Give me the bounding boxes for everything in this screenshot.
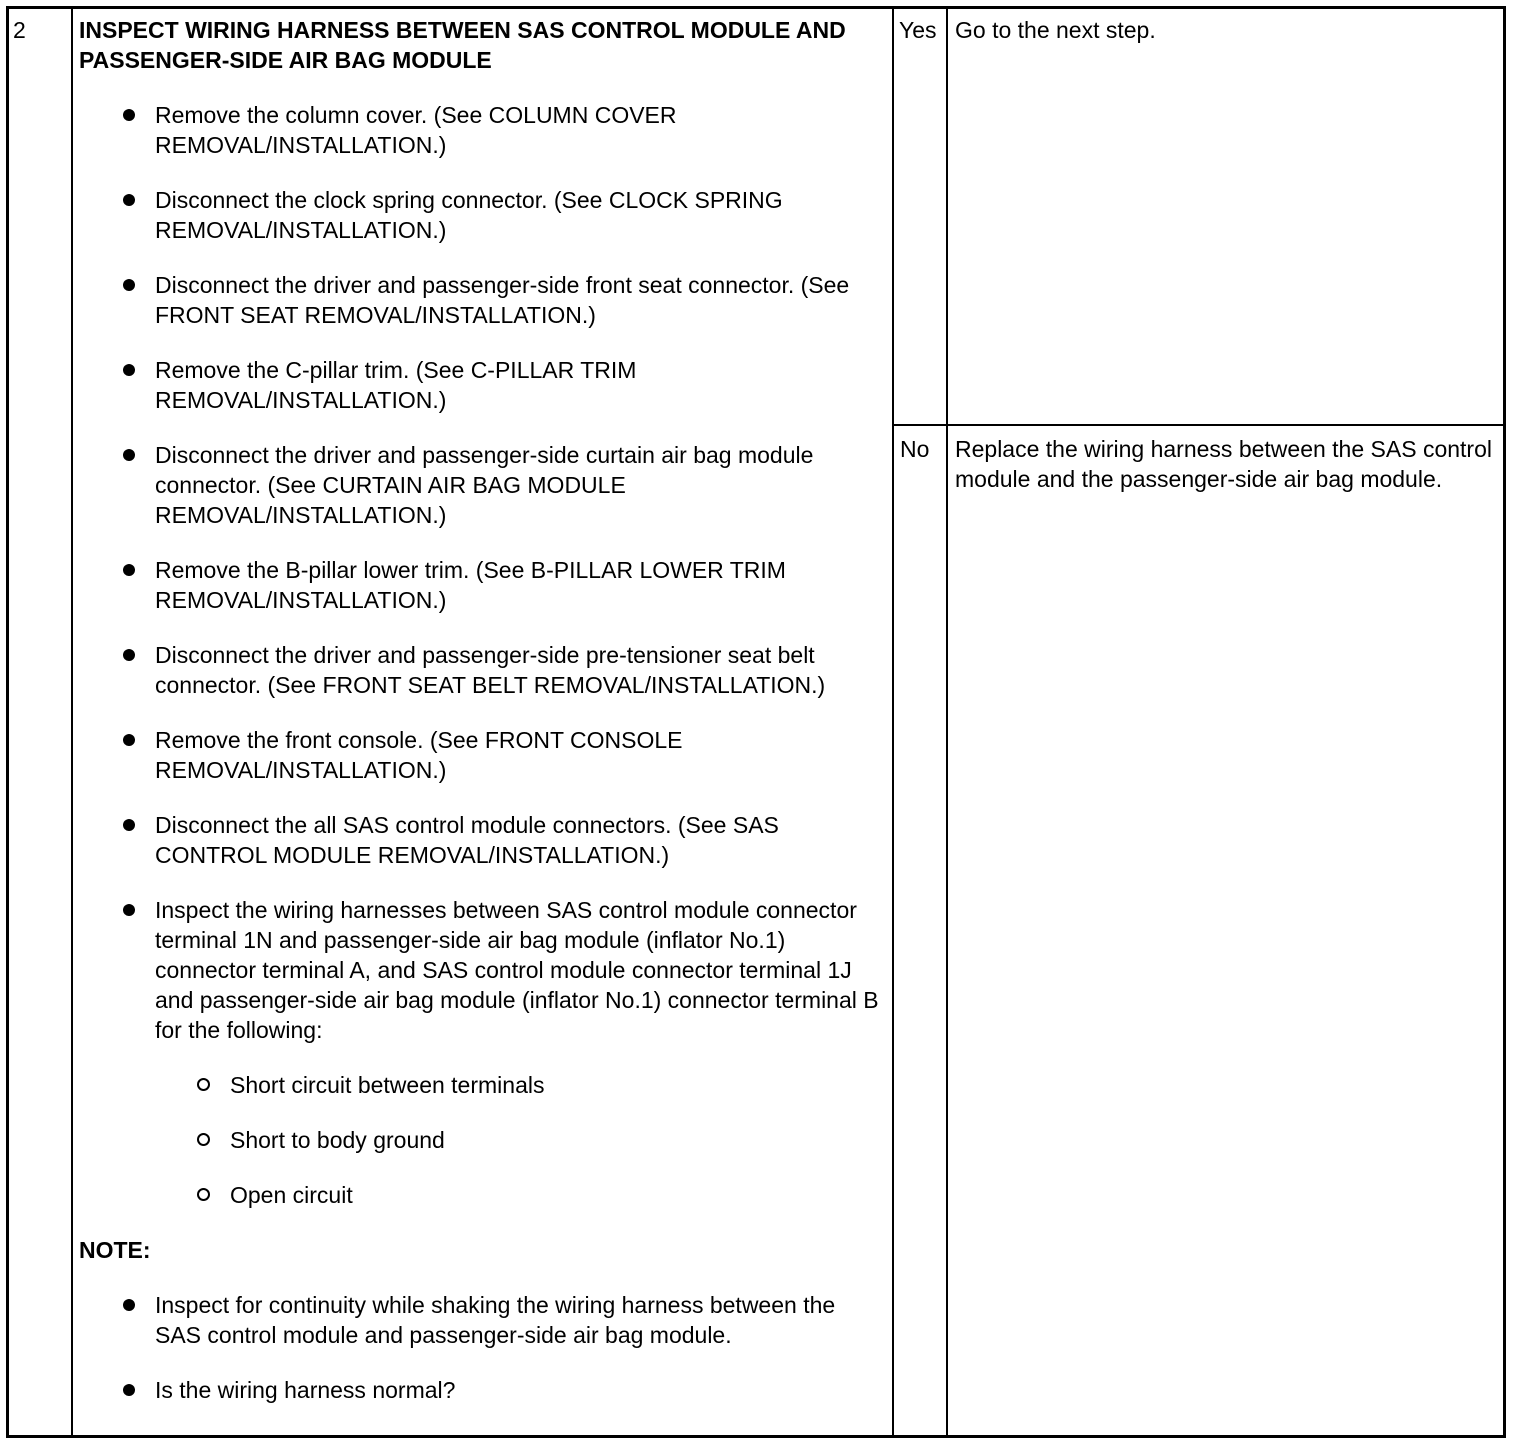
list-item [79,895,879,1045]
check-item [79,1125,879,1155]
bullet-icon [123,1299,135,1311]
list-item [79,355,879,415]
no-action: Replace the wiring harness between the SAS control module and the passenger-side air bag module. [955,436,1492,492]
row-divider-yes-no [892,424,1503,426]
list-item [79,810,879,870]
circle-bullet-icon [197,1188,210,1201]
action-text: Disconnect the driver and passenger-side front seat connector. (See FRONT SEAT REMOVAL/INSTALLATION.) [155,272,850,328]
bullet-icon [123,364,135,376]
step-procedure [79,100,879,1430]
check-item [79,1180,879,1210]
check-item [79,1070,879,1100]
action-text: Disconnect the driver and passenger-side curtain air bag module connector. (See CURTAIN AIR BAG MODULE REMOVAL/INSTALLATION.) [155,442,814,528]
action-text: Disconnect the all SAS control module connectors. (See SAS CONTROL MODULE REMOVAL/INSTALLATION.) [155,812,779,868]
bullet-icon [123,904,135,916]
bullet-icon [123,279,135,291]
list-item [79,555,879,615]
action-text: Remove the column cover. (See COLUMN COVER REMOVAL/INSTALLATION.) [155,102,677,158]
list-item [79,270,879,330]
list-item [79,185,879,245]
diagnostic-step-table [6,6,1506,1438]
note-label: NOTE: [79,1237,151,1263]
circle-bullet-icon [197,1078,210,1091]
action-text: Remove the C-pillar trim. (See C-PILLAR TRIM REMOVAL/INSTALLATION.) [155,357,637,413]
action-text: Disconnect the driver and passenger-side pre-tensioner seat belt connector. (See FRONT SEAT BELT REMOVAL/INSTALLATION.) [155,642,826,698]
action-text: Disconnect the clock spring connector. (See CLOCK SPRING REMOVAL/INSTALLATION.) [155,187,783,243]
check-text: Open circuit [230,1182,353,1208]
yes-action: Go to the next step. [955,17,1156,43]
action-text: Remove the front console. (See FRONT CONSOLE REMOVAL/INSTALLATION.) [155,727,683,783]
bullet-icon [123,109,135,121]
yes-label: Yes [899,17,937,43]
column-divider-action [946,9,948,1435]
circle-bullet-icon [197,1133,210,1146]
list-item [79,440,879,530]
step-number: 2 [13,17,26,43]
bullet-icon [123,1384,135,1396]
column-divider-result [892,9,894,1435]
list-item [79,1290,879,1350]
list-item [79,1375,879,1405]
list-item [79,640,879,700]
note-text: Inspect for continuity while shaking the wiring harness between the SAS control module and passenger-side air bag module. [155,1292,836,1348]
check-text: Short to body ground [230,1127,445,1153]
list-item [79,725,879,785]
bullet-icon [123,649,135,661]
bullet-icon [123,564,135,576]
column-divider-step [71,9,73,1435]
bullet-icon [123,194,135,206]
question-text: Is the wiring harness normal? [155,1377,456,1403]
check-text: Short circuit between terminals [230,1072,545,1098]
action-text: Inspect the wiring harnesses between SAS control module connector terminal 1N and passenger-side air bag module (inflator No.1) connector terminal A, and SAS control module connector terminal 1J and passenger-side air bag module (inflator No.1) connector terminal B for the following: [155,897,879,1043]
action-text: Remove the B-pillar lower trim. (See B-PILLAR LOWER TRIM REMOVAL/INSTALLATION.) [155,557,786,613]
step-title: INSPECT WIRING HARNESS BETWEEN SAS CONTROL MODULE AND PASSENGER-SIDE AIR BAG MODULE [79,17,846,73]
list-item [79,100,879,160]
bullet-icon [123,449,135,461]
bullet-icon [123,819,135,831]
bullet-icon [123,734,135,746]
no-label: No [900,436,930,462]
